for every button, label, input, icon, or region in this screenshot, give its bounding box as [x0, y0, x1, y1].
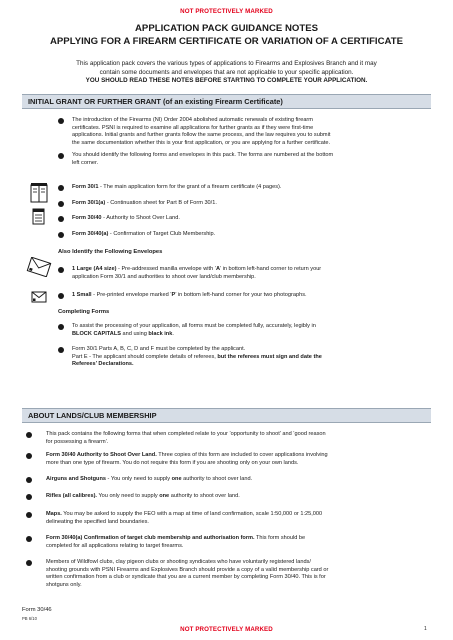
page-number: 1: [424, 626, 427, 632]
protective-marking-top: NOT PROTECTIVELY MARKED: [180, 8, 273, 15]
envelope-description: - Pre-printed envelope marked ‘: [91, 292, 172, 298]
paragraph-line: completed for all applications relating to target firearms.: [46, 542, 184, 549]
page-subtitle: APPLYING FOR A FIREARM CERTIFICATE OR VARIATION OF A CERTIFICATE: [49, 35, 403, 47]
envelope-letter: P: [171, 292, 176, 298]
emphasis: Maps.: [46, 511, 62, 517]
bullet-icon: [26, 432, 32, 438]
paragraph-line: Form 30/1 Parts A, B, C, D and F must be completed by the applicant.: [72, 346, 246, 352]
bullet-icon: [58, 232, 64, 238]
envelope-description: ’ in bottom left-hand corner for your two photographs.: [175, 292, 307, 298]
form-code: Form 30/40: [72, 215, 102, 221]
emphasis: Referees’ Declarations.: [72, 361, 134, 368]
bullet-icon: [26, 536, 32, 542]
bullet-icon: [58, 185, 64, 191]
paragraph-text: Part E - The applicant should complete details of referees,: [72, 353, 218, 360]
paragraph-line: certificates. PSNI is required to examine all applications for further grants as if they were first-time: [72, 124, 314, 131]
small-envelope-icon: [31, 291, 47, 304]
form-code: Form 30/40(a): [72, 231, 109, 237]
bullet-icon: [58, 201, 64, 207]
bullet-icon: [58, 118, 64, 124]
paragraph-line: applications. Initial grants and further grants follow the same process, and the law requires you to submit: [72, 132, 331, 139]
emphasis: but the referees must sign and date the: [217, 353, 322, 360]
paragraph-line: the same documentation whether this is your first application, or you are applying for a further certificate.: [72, 140, 331, 147]
paragraph-text: - You only need to supply: [105, 476, 172, 482]
form-code: Form 30/1: [72, 184, 99, 190]
paragraph-text: authority to shoot over land.: [181, 476, 253, 482]
paragraph-text: .: [172, 330, 174, 337]
paragraph-text: You may be asked to supply the FEO with a map at time of land confirmation, scale 1:50,000 or 1:25,000: [61, 511, 323, 517]
envelope-description: - Pre-addressed manilla envelope with ‘: [116, 266, 216, 272]
envelope-letter: A: [215, 266, 221, 272]
intro-warning: YOU SHOULD READ THESE NOTES BEFORE STARTING TO COMPLETE YOUR APPLICATION.: [85, 77, 368, 85]
paragraph-line: This pack contains the following forms that when completed relate to your ‘opportunity to shoot’ and ‘good reason: [46, 431, 326, 437]
open-form-icon: [30, 182, 48, 204]
emphasis: Form 30/40(a) Confirmation of target club membership and authorisation form.: [46, 535, 255, 541]
paragraph-text: Three copies of this form are included to cover applications involving: [156, 452, 328, 458]
paragraph-text: and using: [121, 330, 149, 337]
paragraph-line: You should identify the following forms and envelopes in this pack. The forms are numbered at the bottom: [72, 152, 334, 158]
completing-forms-heading: Completing Forms: [58, 309, 110, 315]
paragraph-line: more than one type of firearm. You do not require this form if you are shooting only on your own lands.: [46, 459, 299, 466]
paragraph-text: This form should be: [254, 535, 306, 541]
paragraph-text: You only need to supply: [97, 493, 160, 499]
envelope-size: 1 Large (A4 size): [72, 266, 117, 272]
protective-marking-bottom: NOT PROTECTIVELY MARKED: [180, 626, 273, 633]
emphasis: Airguns and Shotguns: [46, 476, 106, 482]
bullet-icon: [58, 267, 64, 273]
emphasis: Form 30/40 Authority to Shoot Over Land.: [46, 452, 157, 458]
bullet-icon: [26, 512, 32, 518]
paragraph-line: shooting grounds with PSNI Firearms and Explosives Branch should provide a copy of a valid membership card or: [46, 566, 329, 573]
bullet-icon: [58, 216, 64, 222]
bullet-icon: [26, 494, 32, 500]
section-heading-lands-club: ABOUT LANDS/CLUB MEMBERSHIP: [22, 408, 431, 423]
bullet-icon: [58, 324, 64, 330]
paragraph-line: written confirmation from a club or syndicate that you are a current member by completing Form 30/40. This is for: [46, 574, 326, 581]
form-description: - Authority to Shoot Over Land.: [101, 215, 180, 221]
emphasis: one: [159, 493, 170, 499]
paragraph-line: application Form 30/1 and authorities to shoot over land/club membership.: [72, 273, 256, 280]
paragraph-text: authority to shoot over land.: [169, 493, 240, 499]
intro-line: contain some documents and envelopes that are not applicable to your specific application.: [99, 68, 354, 76]
form-description: - Continuation sheet for Part B of Form 30/1.: [105, 200, 217, 206]
emphasis: BLOCK CAPITALS: [72, 330, 121, 337]
form-code: Form 30/1(a): [72, 200, 106, 206]
bullet-icon: [26, 560, 32, 566]
bullet-icon: [58, 293, 64, 299]
paragraph-line: Members of Wildfowl clubs, clay pigeon clubs or shooting syndicates who have voluntarily registered lands/: [46, 559, 311, 565]
form-description: - The main application form for the grant of a firearm certificate (4 pages).: [98, 184, 282, 190]
emphasis: black ink: [148, 330, 173, 337]
paragraph-line: for possessing a firearm’.: [46, 438, 109, 445]
form-sheet-icon: [32, 208, 46, 226]
envelopes-heading: Also Identify the Following Envelopes: [58, 249, 163, 255]
section-heading-initial-grant: INITIAL GRANT OR FURTHER GRANT (of an existing Firearm Certificate): [22, 94, 431, 109]
paragraph-line: left corner.: [72, 159, 99, 166]
page-title: APPLICATION PACK GUIDANCE NOTES: [135, 23, 318, 34]
envelope-description: ’ in bottom left-hand corner to return your: [220, 266, 322, 272]
bullet-icon: [26, 453, 32, 459]
form-description: - Confirmation of Target Club Membership.: [108, 231, 216, 237]
intro-line: This application pack covers the various types of applications to Firearms and Explosives Branch and it may: [76, 60, 377, 67]
print-batch-reference: PB 6/10: [22, 616, 37, 621]
form-reference: Form 30/46: [22, 607, 52, 613]
paragraph-line: To assist the processing of your application, all forms must be completed fully, accurately, legibly in: [72, 323, 316, 329]
envelope-size: 1 Small: [72, 292, 92, 298]
bullet-icon: [26, 477, 32, 483]
paragraph-line: delineating the specified land boundaries.: [46, 518, 149, 525]
emphasis: one: [171, 476, 182, 482]
bullet-icon: [58, 153, 64, 159]
paragraph-line: shotguns only.: [46, 582, 82, 589]
emphasis: Rifles (all calibres).: [46, 493, 97, 499]
paragraph-line: The introduction of the Firearms (NI) Order 2004 abolished automatic renewals of existing firearm: [72, 117, 313, 123]
bullet-icon: [58, 347, 64, 353]
large-envelope-icon: [26, 257, 52, 277]
intro-paragraph: [28, 60, 425, 86]
